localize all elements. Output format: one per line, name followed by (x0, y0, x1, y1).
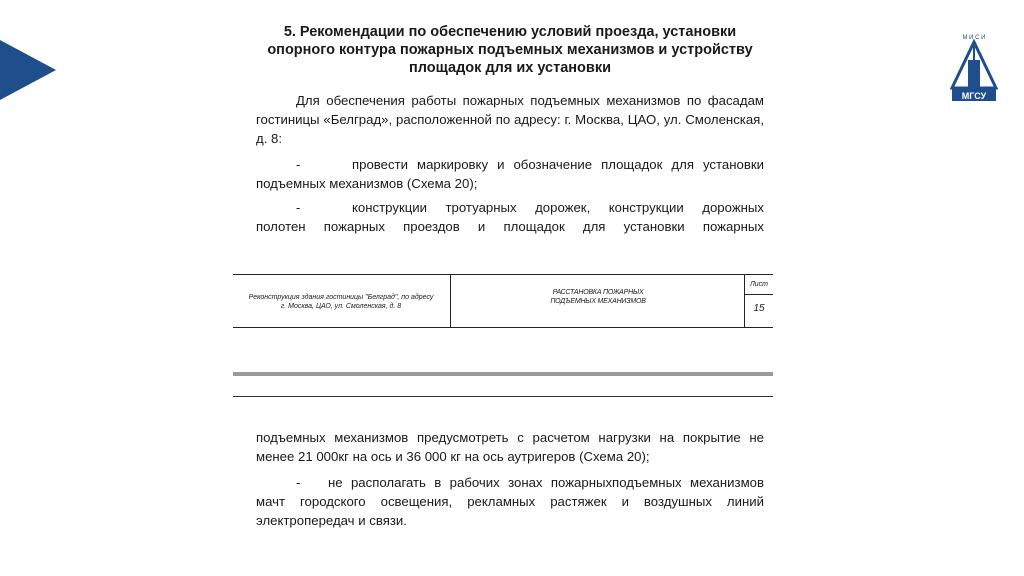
list-dash: - (296, 200, 301, 215)
list-item-line-1: провести маркировку и обозначение площадок для установки (352, 157, 764, 172)
list-dash: - (296, 157, 301, 172)
list-item-line-2: полотен пожарных проездов и площадок для установки пожарных (256, 219, 764, 234)
list-item-line-2: подъемных механизмов (Схема 20); (256, 176, 478, 191)
logo-top-text: М И С И (962, 35, 986, 41)
list-item-text: не располагать в рабочих зонах пожарныхподъемных механизмов мачт городского освещения, рекламных растяжек и воздушных линий электропередач и связи. (256, 475, 764, 528)
list-item-constructions (256, 198, 764, 236)
title-line-1: 5. Рекомендации по обеспечению условий проезда, установки (283, 24, 737, 40)
intro-paragraph: Для обеспечения работы пожарных подъемных механизмов по фасадам гостиницы «Белград», расположенной по адресу: г. Москва, ЦАО, ул. Смоленская, д. 8: (256, 93, 764, 146)
page-break-bar (233, 372, 773, 376)
stamp-sheet-number: 15 (753, 303, 765, 314)
mgsu-logo (948, 30, 1000, 102)
title-line-3: площадок для их установки (408, 60, 611, 76)
page-break-line (233, 396, 773, 397)
stamp-project-name: Реконструкция здания гостиницы "Белград", по адресу г. Москва, ЦАО, ул. Смоленская, д. 8 (248, 294, 434, 310)
title-line-2: опорного контура пожарных подъемных механизмов и устройству (267, 42, 753, 58)
list-item-line-1: конструкции тротуарных дорожек, конструкции дорожных (352, 200, 764, 215)
prev-slide-arrow-icon[interactable] (0, 40, 56, 100)
logo-bottom-text: МГСУ (961, 91, 987, 101)
slide-title (240, 23, 780, 77)
load-paragraph: подъемных механизмов предусмотреть с расчетом нагрузки на покрытие не менее 21 000кг на ось и 36 000 кг на ось аутригеров (Схема 20); (256, 430, 764, 464)
drawing-title-block (233, 274, 773, 328)
list-item-do-not-place: - не располагать в рабочих зонах пожарныхподъемных механизмов мачт городского освещения, рекламных растяжек и воздушных линий электропередач и связи. (256, 475, 764, 528)
stamp-sheet-label: Лист (749, 281, 769, 288)
list-item-markings (256, 155, 764, 193)
stamp-sheet-title: РАССТАНОВКА ПОЖАРНЫХ ПОДЪЕМНЫХ МЕХАНИЗМОВ (550, 289, 646, 305)
